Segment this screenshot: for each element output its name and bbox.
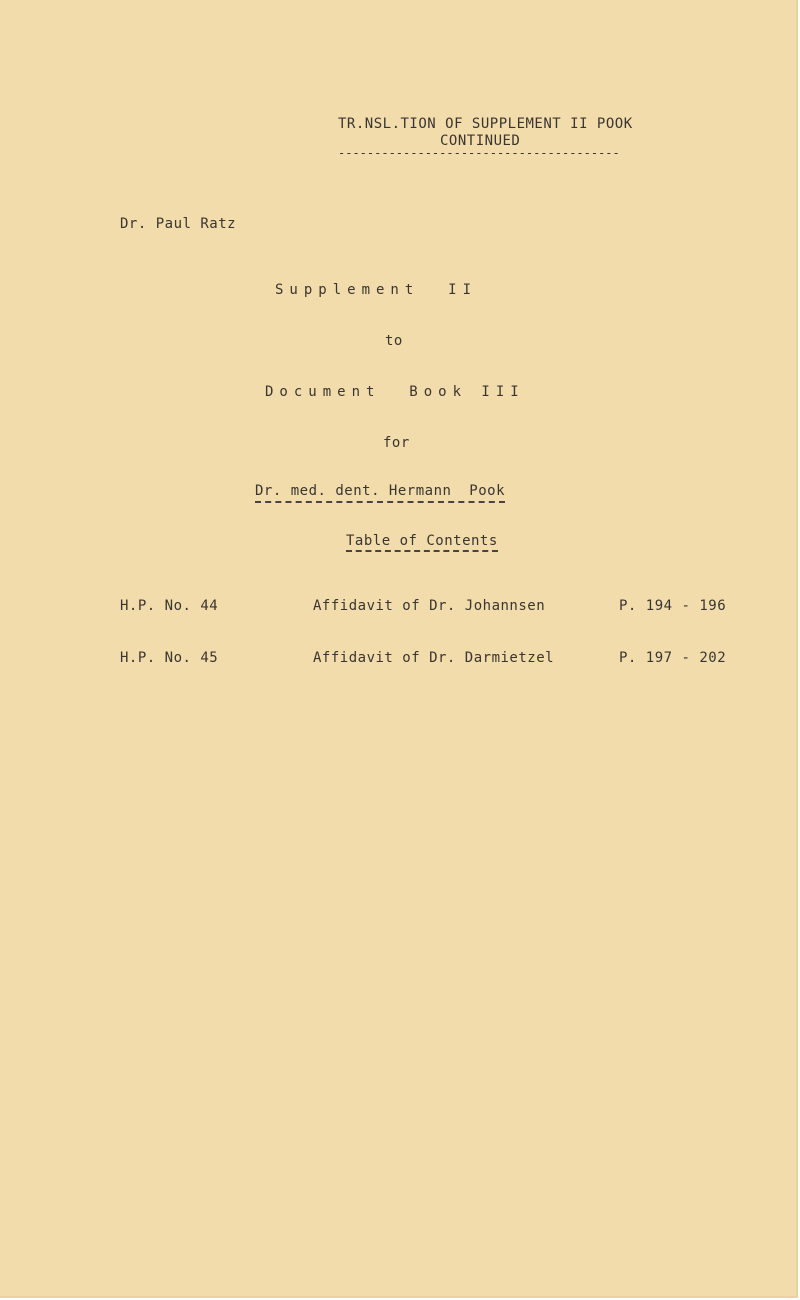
- supplement-title: Supplement II: [275, 282, 478, 298]
- entry-number: H.P. No. 45: [120, 650, 219, 666]
- connector-to: to: [385, 333, 403, 349]
- counsel-name: Dr. Paul Ratz: [120, 216, 237, 232]
- entry-pages: P. 197 - 202: [619, 650, 727, 666]
- toc-title: Table of Contents: [346, 533, 498, 552]
- defendant-name: Dr. med. dent. Hermann Pook: [255, 483, 505, 503]
- translation-header-line2: CONTINUED: [440, 133, 521, 149]
- entry-number: H.P. No. 44: [120, 598, 219, 614]
- translation-header-line1: TR.NSL.TION OF SUPPLEMENT II POOK: [338, 116, 633, 132]
- header-dashed-rule: ---------------------------------------: [338, 146, 620, 160]
- document-book-title: Document Book III: [265, 384, 525, 400]
- entry-description: Affidavit of Dr. Johannsen: [313, 598, 546, 614]
- connector-for: for: [383, 435, 410, 451]
- entry-pages: P. 194 - 196: [619, 598, 727, 614]
- entry-description: Affidavit of Dr. Darmietzel: [313, 650, 555, 666]
